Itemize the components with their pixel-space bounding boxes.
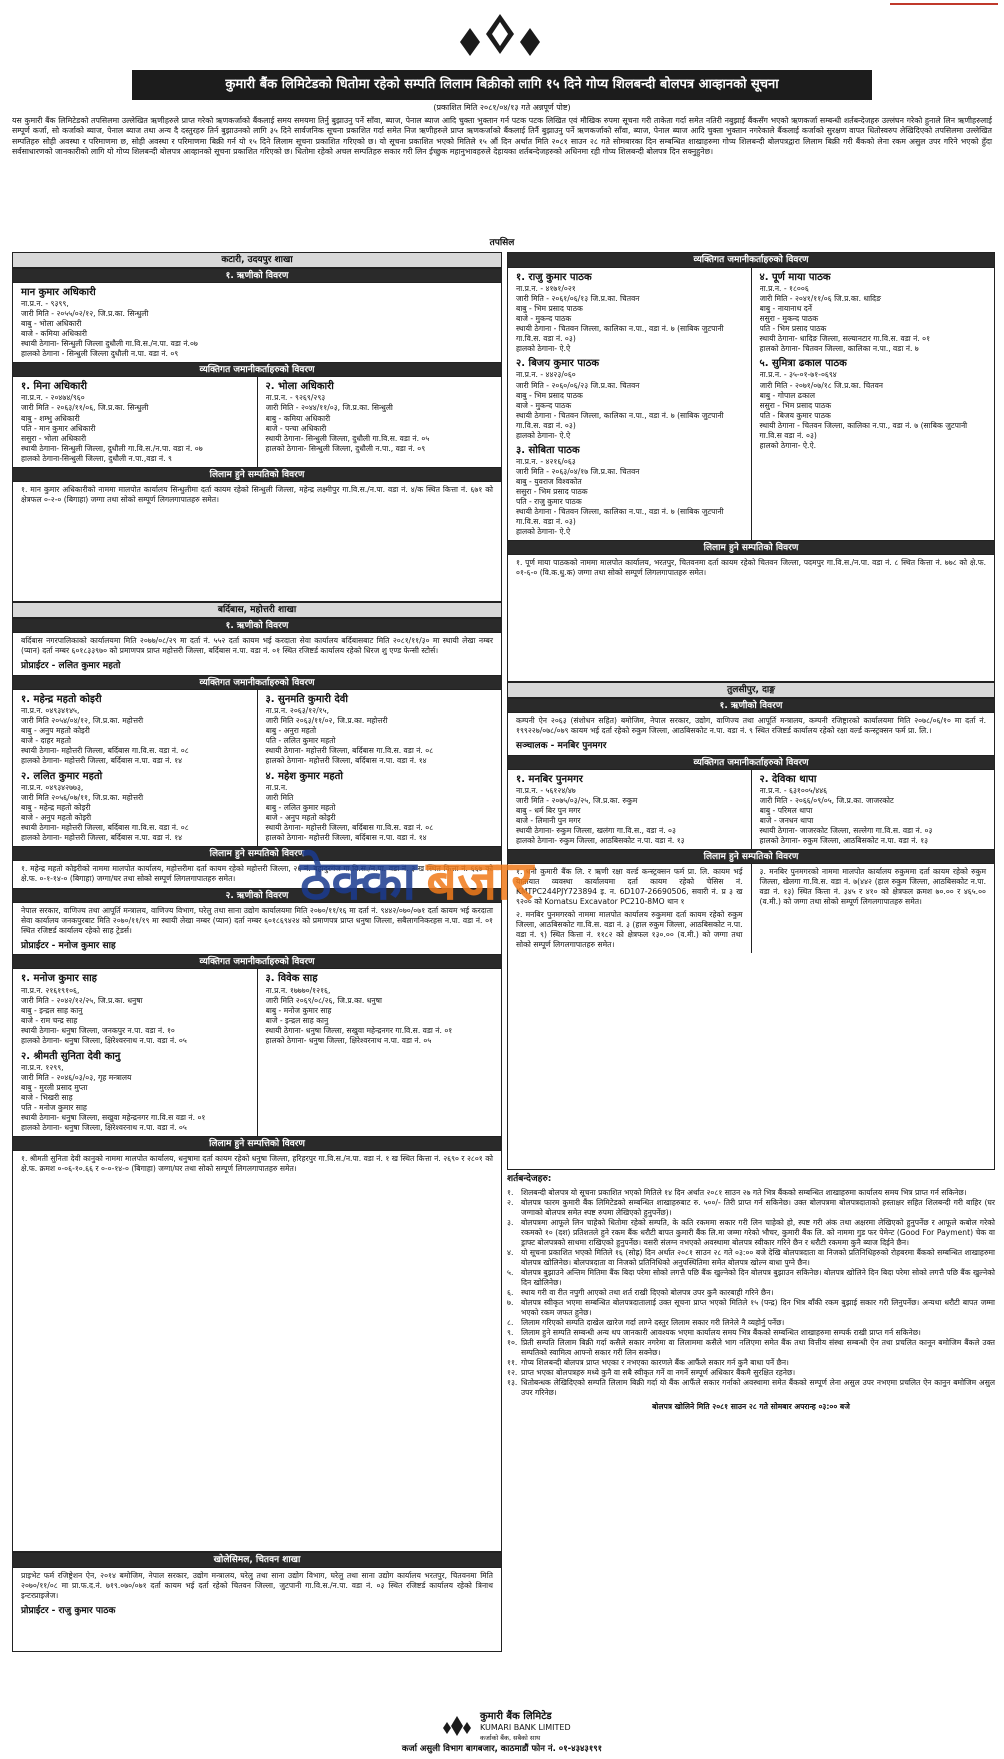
watermark-logo: ठेक्का बजार (300, 849, 534, 912)
terms-heading: शर्तबन्देजहरु: (507, 1174, 552, 1184)
schedule-heading: तपसिल (489, 238, 515, 248)
kholesimal-branch-section (12, 1552, 502, 1652)
guarantor-column: १. महेन्द्र महतो कोइरी ना.प्र.न. ०४९३४१४५, जारी मिति २०५४/०४/१२, जि.प्र.का. महोत्तरी बाबु - अनुप महतो कोइरी बाजे - दाहर महतो स्थायी ठेगाना- महोत्तरी जिल्ला, बर्दिबास गा.वि.स. वडा नं. ०८ हालको ठेगाना- महोत्तरी जिल्ला, बर्दिबास न.पा. वडा नं. १४ २. ललित कुमार महतो ना.प्र.न. ०४९३४२७७३, जारी मिति २०५६/०७/११, जि.प्र.का. महोत्तरी बाबु - महेन्द्र महतो कोइरी बाजे - अनुप महतो कोइरी स्थायी ठेगाना- महोत्तरी जिल्ला, बर्दिबास गा.वि.स. वडा नं. ०८ हालको ठेगाना- महोत्तरी जिल्ला, बर्दिबास न.पा. वडा नं. १४ (21, 693, 189, 843)
term-item (507, 1288, 995, 1298)
guarantor-list (13, 377, 501, 466)
term-text: शिलबन्दी बोलपत्र यो सूचना प्रकाशित भएको मितिले १४ दिन अर्थात २०८१ साउन २७ गते भित्र बैंकको सम्बन्धित शाखाहरुमा कार्यालय समय भित्र प्राप्त गर्न सकिनेछ। (521, 1187, 967, 1197)
guarantor-heading: व्यक्तिगत जमानीकर्ताहरुको विवरण (13, 675, 501, 690)
asset-heading: लिलाम हुने सम्पतिको विवरण (13, 467, 501, 482)
firm-registration-2: नेपाल सरकार, वाणिज्य तथा आपूर्ति मन्त्रालय, वाणिज्य विभाग, घरेलु तथा साना उद्योग कार्यालयमा मिति २०७०/११/१६ मा दर्ता नं. ९४४२/०७०/०७१ दर्ता कायम भई करदाता सेवा कार्यालय जनकपुरबाट मिति २०७०/११/१९ मा स्थायी लेखा नम्बर (प्यान) दर्ता नम्बर ६०१८६९४२४ को प्रमाणपत्र प्राप्त धनुषा जिल्ला, सबैलागनिकरहस न.पा. वडा नं. ०१ स्थित रजिष्टर्ड कार्यालय रहेको साह ट्रेडर्स। (21, 905, 493, 935)
guarantor-list-2 (13, 969, 501, 1136)
branch-heading: तुलसीपुर, दाङ्ग (508, 683, 994, 698)
tulsipur-branch-section (507, 682, 995, 1170)
term-item (507, 1368, 995, 1378)
term-number: ७. (507, 1298, 514, 1308)
publication-date: (प्रकाशित मिति २०८१/०४/१३ गते अन्नपूर्ण पोष्ट) (433, 103, 571, 112)
term-text: बोलपत्र बुझाउने अन्तिम मितिमा बैंक बिदा परेमा सोको लगत्तै पछि बैंक खुल्नेको दिन बोलपत्र बुझाउन सकिनेछ। बोलपत्र खोलिने दिन बिदा परेमा सोको लगत्तै पछि बैंक खुल्नेको दिन खोलिनेछ। (521, 1268, 995, 1288)
term-item (507, 1298, 995, 1318)
term-text: बोलपत्र स्वीकृत भएमा सम्बन्धित बोलपत्रदातालाई उक्त सूचना प्राप्त भएको मितिले १५ (पन्द्र) दिन भित्र बाँकी रकम बुझाई सकार गरी लिनुपर्नेछ। अन्यथा धरौटी बापत जम्मा भएको रकम जफत हुनेछ। (521, 1298, 995, 1318)
term-number: ८. (507, 1318, 514, 1328)
term-text: प्राप्त भएका बोलपत्रहरु मध्ये कुनै वा सबै स्वीकृत गर्ने वा नगर्ने सम्पूर्ण अधिकार बैंकमै सुरक्षित रहनेछ। (521, 1368, 796, 1378)
asset-list (508, 864, 994, 953)
term-item (507, 1268, 995, 1288)
borrower-heading: १. ऋणीको विवरण (13, 268, 501, 283)
guarantor-list (13, 690, 501, 847)
term-number: २. (507, 1197, 514, 1207)
guarantor-column: ४. पूर्ण माया पाठक ना.प्र.न. - १८००६ जारी मिति - २०४१/११/०६ जि.प्र.का. धादिङ बाबु - नायानाथ दर्ने ससुरा - मुकन्द पाठक पति - भिम प्रसाद पाठक स्थायी ठेगाना- धादिङ जिल्ला, सल्यानटार गा.वि.स. वडा नं. ०१ हालको ठेगाना- चितवन जिल्ला, कालिका न.पा., वडा नं. ७ ५. सुमित्रा ढकाल पाठक ना.प्र.न. - ३५-०१-७१-०६९४ जारी मिति - २०७१/०७/१८ जि.प्र.का. चितवन बाबु - गोपाल ढकाल ससुरा - भिम प्रसाद पाठक पति - बिजय कुमार पाठक स्थायी ठेगाना - चितवन जिल्ला, कालिका न.पा., वडा नं. ७ (साबिक जुटपानी गा.वि.स वडा नं. ०३) हालको ठेगाना- ऐ.ऐ. (751, 268, 995, 540)
term-item (507, 1198, 995, 1218)
term-number: १३. (507, 1378, 518, 1388)
director: सञ्चालक - मनबिर पुनमगर (516, 741, 607, 752)
intro-paragraph: यस कुमारी बैंक लिमिटेडको तपसिलमा उल्लेखित ऋणीहरुले प्राप्त गरेको ऋणकर्जाको बैंकलाई समय समयमा तिर्नु बुझाउनु पर्ने साँवा, ब्याज, पेनाल ब्याज आदि चुक्ता भुक्तान गर्न पटक पटक लिखित एवं मौखिक रुपमा सूचना गरी ताकेता गर्दा समेत नतिरी नबुझाई बैंकसँग भएको ऋणकर्जा सम्बन्धी शर्तबन्देजहरु उल्लंघन गरेको हुनाले लिन ऋणीहरुलाई सम्पूर्ण कर्जा, सो कर्जाको ब्याज, पेनाल ब्याज तथा अन्य दै दस्तुरहरु तिर्न बुझाउनको लागि ३५ दिने सार्वजनिक सूचना प्रकाशित गर्दा समेत निज ऋणीहरुले प्राप्त ऋणकर्जाको बैंकलाई तिर्नै बुझाउनु पर्ने ऋणकर्जाको साँवा, ब्याज, पेनाल ब्याज आदि चुक्ता भुक्तान नगरेकाले बैंकलाई कर्जाको सुरक्षण वापत धितोस्वरुप लेखिदिएको तपसिलमा उल्लेखित सम्पतिहरु सोही अवस्था र परिमाणमा छ, सोही अवस्था र परिमाणमा बिक्री गर्न यो १५ दिने लिलाम सूचना प्रकाशित गरिएको छ। यो सूचना प्रकाशित भएको मितिले १५ औं दिन अर्थात मिति २०८१ साउन २८ गते सोमबारका दिन सम्बन्धित शाखाहरुमा गोप्य शिलबन्दी बोलपत्रद्वारा लिलाम बिक्री गरी बैंकको लेना रकम असुल उपर गरिने भएको हुँदा सर्वसाधारणको जानकारीको लागि यो गोप्य शिलबन्दी बोलपत्र आव्हानको सूचना प्रकाशित गरिएको छ। धितोमा रहेको अचल सम्पतिहरु सकार गरी लिन ईच्छुक महानुभावहरुले देहायका शर्तबन्देजहरुको अधिनमा रही गोप्य शिलबन्दी बोलपत्र दिन सक्नुहुनेछ। (12, 116, 992, 156)
guarantor-column: १. राजु कुमार पाठक ना.प्र.न. - ४१७१/०२१ जारी मिति - २०६१/०६/१३ जि.प्र.का. चितवन बाबु - भिम प्रसाद पाठक बाजे - मुकन्द पाठक स्थायी ठेगाना - चितवन जिल्ला, कालिका न.पा., वडा नं. ७ (साबिक जुटपानी गा.वि.स. वडा नं. ०३) हालको ठेगाना- ऐ.ऐ २. बिजय कुमार पाठक ना.प्र.न. - ४४२३/०६० जारी मिति - २०६०/०६/२३ जि.प्र.का. चितवन बाबु - भिम प्रसाद पाठक बाजे - मुकन्द पाठक स्थायी ठेगाना - चितवन जिल्ला, कालिका न.पा., वडा नं. ७ (साबिक जुटपानी गा.वि.स. वडा नं. ०३) हालको ठेगाना- ऐ.ऐ ३. सोबिता पाठक ना.प्र.न. - ४२१६/०६३ जारी मिति - २०६३/०४/१७ जि.प्र.का. चितवन बाबु - युवराज विश्वकोत ससुरा - भिम प्रसाद पाठक पति - राजु कुमार पाठक स्थायी ठेगाना - चितवन जिल्ला, कालिका न.पा., वडा नं. ७ (साबिक जुटपानी गा.वि.स. वडा नं. ०३) हालको ठेगाना- ऐ.ऐ (516, 272, 724, 536)
guarantor-card: १. मिना अधिकारी ना.प्र.न. - २०४७४/९६० जारी मिति - २०६३/११/०६, जि.प्र.का. सिन्धुली बाबु - शम्भु अधिकारी पति - मान कुमार अधिकारी ससुरा - भोला अधिकारी स्थायी ठेगाना- सिन्धुली जिल्ला, दुधौली गा.वि.स./न.पा. वडा नं. ०७ हालको ठेगाना-सिन्धुली जिल्ला, दुधौली न.पा.,वडा नं. ९ (21, 381, 203, 463)
term-number: ६. (507, 1288, 514, 1298)
guarantor-column: १. मनोज कुमार साह ना.प्र.न. २१६१९१०६, जारी मिति - २०४२/१२/२५, जि.प्र.का. धनुषा बाबु - इन्द्रल साह कानु बाजे - राम चन्द्र साह स्थायी ठेगाना- धनुषा जिल्ला, जनकपुर न.पा. वडा नं. १० हालको ठेगाना- धनुषा जिल्ला, क्षिरेश्वरनाथ न.पा. वडा नं. ०५ २. श्रीमती सुनिता देवी कानु ना.प्र.न. १२९९, जारी मिति - २०४६/०३/०३, गृह मन्त्रालय बाबु - मुरली प्रसाद मुप्ता बाजे - भिखरी साह पति - मनोज कुमार साह स्थायी ठेगाना- धनुषा जिल्ला, सखुवा महेन्द्रनगर गा.वि.स वडा नं. ०१ हालको ठेगाना- धनुषा जिल्ला, क्षिरेश्वरनाथ न.पा. वडा नं. ०५ (21, 973, 206, 1132)
asset-heading: लिलाम हुने सम्पतिको विवरण (13, 846, 501, 861)
guarantor-heading: व्यक्तिगत जमानीकर्ताहरुको विवरण (508, 253, 994, 268)
term-item (507, 1338, 995, 1358)
kholesimal-guarantors-section (507, 252, 995, 682)
asset-description: १. पूर्ण माया पाठकको नाममा मालपोत कार्यालय, भरतपुर, चितवनमा दर्ता कायम रहेको चितवन जिल्ला, पदमपुर गा.वि.स./न.पा. वडा नं. ८ स्थित कित्ता नं. ७७८ को क्षे.फ. ०१-६-० (वि.क.धु.क) जग्गा तथा सोको सम्पूर्ण लिगलगापातहरु समेत। (516, 557, 986, 577)
bank-name-en: KUMARI BANK LIMITED (480, 1723, 571, 1733)
borrower-heading: १. ऋणीको विवरण (508, 698, 994, 713)
bardibas-branch-section (12, 602, 502, 1552)
term-item (507, 1218, 995, 1248)
asset-heading-2: लिलाम हुने सम्पत्तिको विवरण (13, 1136, 501, 1151)
guarantor-heading-2: व्यक्तिगत जमानीकर्ताहरुको विवरण (13, 954, 501, 969)
term-number: १०. (507, 1338, 518, 1348)
branch-heading: खोलेसिमल, चितवन शाखा (13, 1553, 501, 1568)
term-item (507, 1248, 995, 1268)
term-text: बोलपत्र फारम कुमारी बैंक लिमिटेडको सम्बन्धित शाखाहरुबाट रु. ५००/- तिरी प्राप्त गर्न सकिनेछ। उक्त बोलपत्रमा बोलपत्रदाताको हस्ताक्षर सहित शिलबन्दी गरी बाहिर (घर जग्गाको बोलपत्र समेत स्पष्ट रुपमा लेखिएको हुनुपर्नेछ)। (521, 1197, 995, 1217)
guarantor-column: २. देविका थापा ना.प्र.न. - ६३१००५/४४६ जारी मिति - २०६६/०९/०५, जि.प्र.का. जाजरकोट बाबु - परिमल थापा बाजे - जनधन थापा स्थायी ठेगाना- जाजरकोट जिल्ला, सल्लेगा गा.वि.स. वडा नं. ०३ हालको ठेगाना- रुकुम जिल्ला, आठबिसकोट न.पा. वडा नं. १३ (751, 770, 995, 849)
borrower-name: मान कुमार अधिकारी (21, 287, 96, 298)
proprietor-2: प्रोप्राईटर - मनोज कुमार साह (21, 940, 116, 951)
term-text: लिलाम हुने सम्पति सम्बन्धी अन्य थप जानकारी आवश्यक भएमा कार्यालय समय भित्र बैंकको सम्बन्धित शाखाहरुमा सम्पर्क राखी प्राप्त गर्न सकिनेछ। (521, 1328, 921, 1338)
notice-title-banner: कुमारी बैंक लिमिटेडको धितोमा रहेको सम्पति लिलाम बिक्रीको लागि १५ दिने गोप्य शिलबन्दी बोलपत्र आव्हानको सूचना (132, 70, 872, 100)
term-number: १२. (507, 1368, 518, 1378)
asset-heading: लिलाम हुने सम्पतिको विवरण (508, 849, 994, 864)
asset-heading: लिलाम हुने सम्पतिको विवरण (508, 540, 994, 555)
term-item (507, 1318, 995, 1328)
guarantor-heading: व्यक्तिगत जमानीकर्ताहरुको विवरण (508, 755, 994, 770)
guarantor-heading: व्यक्तिगत जमानीकर्ताहरुको विवरण (13, 362, 501, 377)
terms-and-conditions (507, 1172, 995, 1412)
terms-list (507, 1188, 995, 1398)
term-item (507, 1378, 995, 1398)
top-accent-line (890, 3, 998, 5)
guarantor-list (508, 268, 994, 540)
bid-opening-note: बोलपत्र खोलिने मिति २०८१ साउन २८ गते सोमबार अपरान्ह ०३:०० बजे (652, 1402, 850, 1412)
term-text: गोप्य शिलबन्दी बोलपत्र प्राप्त भएका र नभएका कारणले बैंक आफैंले सकार गर्न कुनै बाधा पर्ने छैन। (521, 1358, 789, 1368)
asset-column: १. धनी कुमारी बैंक लि. र ऋणी रक्षा वर्ल्ड कन्स्ट्रक्सन फर्म प्रा. लि. कायम भई यातायात व्यवस्था कार्यालयमा दर्ता कायम रहेको चेसिस नं. KMTPC244PJY723894 इ. न. 6D107-26690506, सवारी नं. प्र ३ ख ९२०० को Komatsu Excavator PC210-8MO थान १ २. मनबिर पुनमगरको नाममा मालपोत कार्यालय रुकुममा दर्ता कायम रहेको रुकुम जिल्ला, आठबिसकोट गा.वि.स. वडा नं. ३ (हाल रुकुम जिल्ला, आठबिसकोट न.पा. वडा नं. ९) स्थित कित्ता नं. ११८२ को क्षेत्रफल १३०.०० (व.मी.) को जग्गा तथा सोको सम्पूर्ण लिगलगापातहरु समेत। (516, 867, 743, 950)
term-text: बोलपत्रमा आफूले लिन चाहेको धितोमा रहेको सम्पति, के कति रकममा सकार गरी लिन चाहेको हो, स्पष्ट गरी अंक तथा अक्षरमा लेखिएको हुनुपर्नेछ र आफूले कबोल गरेको रकमको १० (दश) प्रतिशतले हुने रकम बैंक धरौटी बापत कुमारी बैंक लि.मा जम्मा गरेको भौचर, कुमारी बैंक लि. को नाममा गुड फर पेमेन्ट (Good For Payment) चेक वा ड्राफ्ट बोलपत्रको साथमा राखिएको हुनुपर्नेछ। यसरी संलग्न नभएको अवस्थामा बोलपत्र स्वीकार गरिने छैन र धरौटी रकममा कुनै ब्याज दिईने छैन। (521, 1217, 995, 1247)
term-number: ९. (507, 1328, 514, 1338)
asset-column: ३. मनबिर पुनमगरको नाममा मालपोत कार्यालय रुकुममा दर्ता कायम रहेको रुकुम जिल्ला, खेलगा गा.वि.स. वडा नं. ७(४४२ (हाल रुकुम जिल्ला, आठबिसकोट न.पा. वडा नं. १३) स्थित कित्ता नं. ३४५ र ४१० को क्षेत्रफल क्रमश ७०.०० र ४६५.०० (व.मी.) को जग्गा तथा सोको सम्पूर्ण लिगलगापातहरु समेत। (751, 864, 995, 953)
branch-heading: कटारी, उदयपुर शाखा (13, 253, 501, 268)
term-text: लिलाम गरिएको सम्पति दाखेल खारेज गर्दा लाग्ने दस्तुर लिलाम सकार गरी लिनेले नै व्यहोर्नु पर्नेछ। (521, 1318, 785, 1328)
proprietor: प्रोप्राईटर - ललित कुमार महतो (21, 661, 121, 672)
term-item (507, 1328, 995, 1338)
kumari-bank-logo-icon (440, 10, 560, 64)
proprietor: प्रोप्राईटर - राजु कुमार पाठक (21, 1606, 116, 1617)
term-text: यो सूचना प्रकाशित भएको मितिले १६ (सोह्र) दिन अर्थात २०८१ साउन २८ गते ०३:०० बजे देखि बोलपत्रदाता वा निजको प्रतिनिधिहरुको रोहबरमा बैंकको सम्बन्धित शाखाहरुमा बोलपत्र खोलिनेछ। बोलपत्रदाता वा निजको प्रतिनिधिको अनुपस्थितिमा समेत बोलपत्र खोल्न बाधा पुग्ने छैन। (521, 1247, 995, 1267)
term-text: धितोबन्धक लेखिदिएको सम्पति लिलाम बिक्री गर्दा यो बैंक आफैंले सकार गर्नाको अवस्थामा समेत बैंकको सम्पूर्ण लेना असुल उपर नभएमा प्रचलित ऐन कानुन बमोजिम असुल उपर गरिनेछ। (521, 1378, 995, 1398)
firm-registration: बर्दिबास नगरपालिकाको कार्यालयमा मिति २०७७/०८/२९ मा दर्ता नं. ५५२ दर्ता कायम भई करदाता सेवा कार्यालय बर्दिबासबाट मिति २०८१/११/३० मा स्थायी लेखा नम्बर (प्यान) दर्ता नम्बर ६०१८३३९७० को प्रमाणपत्र प्राप्त महोत्तरी जिल्ला, बर्दिबास न.पा. वडा नं. ०१ स्थित रजिष्टर्ड कार्यालय रहेको धिरज शु एण्ड फेन्सी स्टोर्स। (21, 636, 493, 656)
borrower-heading: १. ऋणीको विवरण (13, 618, 501, 633)
term-text: प्रिती सम्पति लिलाम बिक्री गर्दा कसैले सकार नगरेमा वा लिलाममा कसैले भाग नलिएमा समेत बैंक तथा वित्तीय संस्था सम्बन्धी ऐन तथा प्रचलित कानून बमोजिम बैंकले उक्त सम्पतिको स्वामित्व आफ्नो सकार गरी लिन सक्नेछ। (521, 1338, 995, 1358)
term-number: ४. (507, 1247, 514, 1257)
bank-diamond-icon (440, 1714, 474, 1738)
guarantor-column: १. मनबिर पुनमगर ना.प्र.न. - ५६१२४/४७ जारी मिति - २०७५/०३/२५, जि.प्र.का. रुकुम बाबु - धर्म बिर पुन मगर बाजे - लिमानी पुन मगर स्थायी ठेगाना- रुकुम जिल्ला, खलंगा गा.वि.स., वडा नं. ०३ हालको ठेगाना- रुकुम जिल्ला, आठबिसकोट न.पा. वडा नं. १३ (516, 773, 685, 846)
firm-registration: प्राइभेट फर्म रजिष्ट्रेशन ऐन, २०१४ बमोजिम, नेपाल सरकार, उद्योग मन्त्रालय, घरेलु तथा साना उद्योग विभाग, घरेलु तथा साना उद्योग कार्यालय भरतपुर, चितवनमा मिति २०७०/११/०८ मा प्रा.फ.द.नं. ७१९.०७०/०७१ दर्ता कायम भई दर्ता रहेको चितवन जिल्ला, जुटपानी गा.वि.स./न.पा. वडा नं. ०३ स्थित रजिष्टर्ड कार्यालय रहेको त्रिनाथ इन्टरप्राइजेज। (21, 1571, 493, 1601)
asset-description-2: १. श्रीमती सुनिता देवी कानुको नाममा मालपोत कार्यालय, धनुषामा दर्ता कायम रहेको धनुषा जिल्ला, हरिहरपुर गा.वि.स./न.पा. वडा नं. १ ख स्थित कित्ता नं. २६९० र २८०१ को क्षे.फ. क्रमश ०-०६-१०.६६ र ०-०-१४-० (बिगाहा) जग्गा/घर तथा सोको सम्पूर्ण लिगलगापातहरु समेत। (21, 1154, 493, 1174)
bank-tagline: कर्जाको बैंक, सबैको साथ (480, 1733, 541, 1742)
footer-address: कर्जा असुली विभाग बागबजार, काठमाडौं फोन नं. ०१-४३४३१९१ (401, 1744, 603, 1754)
guarantor-list (508, 770, 994, 849)
asset-description: १. मान कुमार अधिकारीको नाममा मालपोत कार्यालय सिन्धुलीमा दर्ता कायम रहेको सिन्धुली जिल्ला, महेन्द्र लक्ष्मीपुर गा.वि.स./न.पा. वडा नं. ४/क स्थित कित्ता नं. ६७१ को क्षेत्रफल ०-२-० (बिगाहा) जग्गा तथा सोको सम्पूर्ण लिगलगापातहरु समेत। (21, 484, 493, 504)
term-number: १. (507, 1187, 514, 1197)
term-item (507, 1358, 995, 1368)
term-text: स्थाय गरी वा रीत नपुगी आएको तथा शर्त राखी दिएको बोलपत्र उपर कुनै कारबाही गरिने छैन। (521, 1288, 774, 1298)
branch-heading: बर्दिबास, महोत्तरी शाखा (13, 603, 501, 618)
guarantor-column: ३. सुनमति कुमारी देवी ना.प्र.न. २०६३/१२/१५, जारी मिति २०६३/११/०२, जि.प्र.का. महोत्तरी बाबु - अनुरा महतो पति - ललित कुमार महतो स्थायी ठेगाना- महोत्तरी जिल्ला, बर्दिबास गा.वि.स. वडा नं. ०८ हालको ठेगाना- महोत्तरी जिल्ला, बर्दिबास न.पा. वडा नं. १४ ४. महेश कुमार महतो ना.प्र.न. जारी मिति बाबु - ललित कुमार महतो बाजे - अनुप महतो कोइरी स्थायी ठेगाना- महोत्तरी जिल्ला, बर्दिबास गा.वि.स. वडा नं. ०८ हालको ठेगाना- महोत्तरी जिल्ला, बर्दिबास न.पा. वडा नं. १४ (257, 690, 502, 847)
firm-registration: कम्पनी ऐन २०६३ (संशोधन सहित) बमोजिम, नेपाल सरकार, उद्योग, वाणिज्य तथा आपूर्ति मन्त्रालय, कम्पनी रजिष्ट्रारको कार्यालयमा मिति २०७८/०६/१० मा दर्ता नं. १९९२२७/०७८/०७९ कायम भई दर्ता रहेको रुकुम जिल्ला, आठबिसकोट न.पा. वडा नं. ९ स्थित रजिष्टर्ड कार्यालय रहेको रक्षा वर्ल्ड कन्स्ट्रक्सन फर्म प्रा. लि.। (516, 716, 986, 736)
guarantor-card: २. भोला अधिकारी ना.प्र.न. - ९२६९/२९३ जारी मिति - २०४४/११/०३, जि.प्र.का. सिन्धुली बाबु - कमिया अधिकारी बाजे - पन्चा अधिकारी स्थायी ठेगाना- सिन्धुली जिल्ला, दुधौली गा.वि.स. वडा नं. ०५ हालको ठेगाना- सिन्धुली जिल्ला, दुधौली न.पा., वडा नं. ०९ (257, 377, 502, 466)
term-item (507, 1188, 995, 1198)
term-number: ११. (507, 1358, 518, 1368)
borrower-details: मान कुमार अधिकारी ना.प्र.न. - ९३९९, जारी मिति - २०५५/०२/१२, जि.प्र.का. सिन्धुली बाबु - भोला अधिकारी बाजे - कमिया अधिकारी स्थायी ठेगाना- सिन्धुली जिल्ला दुधौली गा.वि.स./न.पा. वडा नं.०७ हालको ठेगाना - सिन्धुली जिल्ला दुधौली न.पा. वडा नं. ०९ (13, 283, 501, 362)
term-number: ३. (507, 1217, 514, 1227)
borrower-heading-2: २. ऋणीको विवरण (13, 888, 501, 903)
footer-bank-logo (440, 1710, 571, 1742)
asset-description: १. महेन्द्र महतो कोइरीको नाममा मालपोत कार्यालय, महोत्तरीमा दर्ता कायम रहेको महोत्तरी जिल्ला, २६ नं. बहादुरगंज गा.वि.स./न.पा. वडा नं. ३ ख स्थित कित्ता नं. ६६७ को क्षे.फ. ०-१-१४-० (बिगाहा) जग्गा/घर तथा सोको सम्पूर्ण लिगलगापातहरु समेत। (21, 864, 493, 884)
term-number: ५. (507, 1268, 514, 1277)
bank-name-np: कुमारी बैंक लिमिटेड (480, 1711, 552, 1722)
katari-branch-section (12, 252, 502, 602)
guarantor-column: ३. विवेक साह ना.प्र.न. १७७७०/१२१६, जारी मिति २०६९/०८/२६, जि.प्र.का. धनुषा बाबु - मनोज कुमार साह बाजे - इन्द्रल साह कानु स्थायी ठेगाना- धनुषा जिल्ला, सखुवा महेन्द्रनगर गा.वि.स. वडा नं. ०१ हालको ठेगाना- धनुषा जिल्ला, क्षिरेश्वरनाथ न.पा. वडा नं. ०५ (257, 969, 502, 1136)
